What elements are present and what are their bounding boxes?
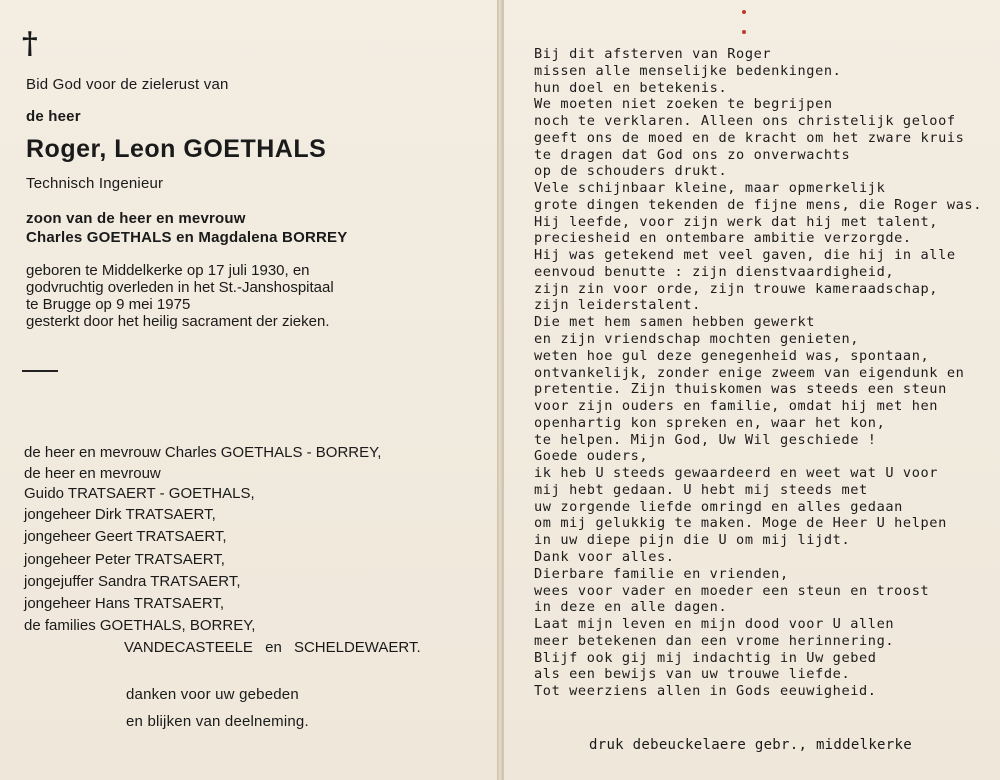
parents-names: Charles GOETHALS en Magdalena BORREY — [26, 229, 348, 246]
poem-line: Laat mijn leven en mijn dood voor U allen — [534, 616, 895, 633]
poem-line: Goede ouders, — [534, 448, 649, 465]
poem-line: als een bewijs van uw trouwe liefde. — [534, 666, 851, 683]
ink-dot — [742, 10, 746, 14]
poem-line: mij hebt gedaan. U hebt mij steeds met — [534, 481, 868, 498]
poem-line: Hij leefde, voor zijn werk dat hij met talent, — [534, 213, 939, 230]
family-line: de families GOETHALS, BORREY, — [24, 617, 256, 634]
intro-line: Bid God voor de zielerust van — [26, 76, 229, 93]
poem-line: in deze en alle dagen. — [534, 599, 728, 616]
poem-line: om mij gelukkig te maken. Moge de Heer U helpen — [534, 515, 947, 532]
poem-line: Vele schijnbaar kleine, maar opmerkelijk — [534, 180, 886, 197]
bio-line: gesterkt door het heilig sacrament der zieken. — [26, 313, 330, 330]
poem-line: openhartig kon spreken en, waar het kon, — [534, 414, 886, 431]
divider — [22, 370, 58, 372]
poem-line: wees voor vader en moeder een steun en troost — [534, 582, 930, 599]
poem-line: preciesheid en ontembare ambitie verzorgde. — [534, 230, 912, 247]
family-line: de heer en mevrouw — [24, 465, 161, 482]
parents-intro: zoon van de heer en mevrouw — [26, 210, 246, 227]
poem-line: te dragen dat God ons zo onverwachts — [534, 146, 851, 163]
poem-line: voor zijn ouders en familie, omdat hij met hen — [534, 398, 939, 415]
bio-line: te Brugge op 9 mei 1975 — [26, 296, 191, 313]
poem-line: missen alle menselijke bedenkingen. — [534, 62, 842, 79]
poem-line: noch te verklaren. Alleen ons christelijk geloof — [534, 113, 956, 130]
family-line: VANDECASTEELE en SCHELDEWAERT. — [124, 639, 421, 656]
poem-line: Dank voor alles. — [534, 548, 675, 565]
poem-line: zijn zin voor orde, zijn trouwe kameraadschap, — [534, 280, 939, 297]
family-line: Guido TRATSAERT - GOETHALS, — [24, 485, 255, 502]
poem-line: hun doel en betekenis. — [534, 79, 728, 96]
poem-line: in uw diepe pijn die U om mij lijdt. — [534, 532, 851, 549]
poem-line: We moeten niet zoeken te begrijpen — [534, 96, 833, 113]
profession: Technisch Ingenieur — [26, 175, 164, 192]
ink-dot — [742, 30, 746, 34]
bio-line: godvruchtig overleden in het St.-Janshospitaal — [26, 279, 334, 296]
poem-line: uw zorgende liefde omringd en alles gedaan — [534, 498, 903, 515]
printer-credit: druk debeuckelaere gebr., middelkerke — [589, 737, 912, 753]
poem-line: Tot weerziens allen in Gods eeuwigheid. — [534, 683, 877, 700]
poem-line: Dierbare familie en vrienden, — [534, 565, 789, 582]
poem-text — [534, 46, 982, 700]
poem-line: eenvoud benutte : zijn dienstvaardigheid, — [534, 263, 895, 280]
family-line: jongeheer Hans TRATSAERT, — [24, 595, 225, 612]
poem-line: ontvankelijk, zonder enige zweem van eigendunk en — [534, 364, 965, 381]
thanks-line: danken voor uw gebeden — [126, 686, 299, 703]
bio-line: geboren te Middelkerke op 17 juli 1930, en — [26, 262, 310, 279]
bio-block — [26, 262, 334, 330]
poem-line: ik heb U steeds gewaardeerd en weet wat U voor — [534, 465, 939, 482]
poem-line: op de schouders drukt. — [534, 163, 728, 180]
left-page — [0, 0, 498, 780]
family-line: jongejuffer Sandra TRATSAERT, — [24, 573, 241, 590]
honorific: de heer — [26, 108, 81, 125]
poem-line: zijn leiderstalent. — [534, 297, 701, 314]
poem-line: Bij dit afsterven van Roger — [534, 46, 772, 62]
poem-line: te helpen. Mijn God, Uw Wil geschiede ! — [534, 431, 877, 448]
poem-line: meer betekenen dan een vrome herinnering. — [534, 632, 895, 649]
family-line: jongeheer Geert TRATSAERT, — [24, 528, 227, 545]
poem-line: geeft ons de moed en de kracht om het zware kruis — [534, 129, 965, 146]
poem-line: pretentie. Zijn thuiskomen was steeds een steun — [534, 381, 947, 398]
family-line: jongeheer Peter TRATSAERT, — [24, 551, 225, 568]
poem-line: Die met hem samen hebben gewerkt — [534, 314, 816, 331]
poem-line: Blijf ook gij mij indachtig in Uw gebed — [534, 649, 877, 666]
family-line: jongeheer Dirk TRATSAERT, — [24, 506, 216, 523]
family-line: de heer en mevrouw Charles GOETHALS - BORREY, — [24, 444, 382, 461]
thanks-line: en blijken van deelneming. — [126, 713, 309, 730]
poem-line: grote dingen tekenden de fijne mens, die Roger was. — [534, 196, 982, 213]
deceased-name: Roger, Leon GOETHALS — [26, 135, 327, 163]
poem-line: weten hoe gul deze genegenheid was, spontaan, — [534, 347, 930, 364]
poem-line: en zijn vriendschap mochten genieten, — [534, 331, 860, 348]
poem-line: Hij was getekend met veel gaven, die hij in alle — [534, 247, 956, 264]
cross-icon: † — [22, 26, 38, 61]
